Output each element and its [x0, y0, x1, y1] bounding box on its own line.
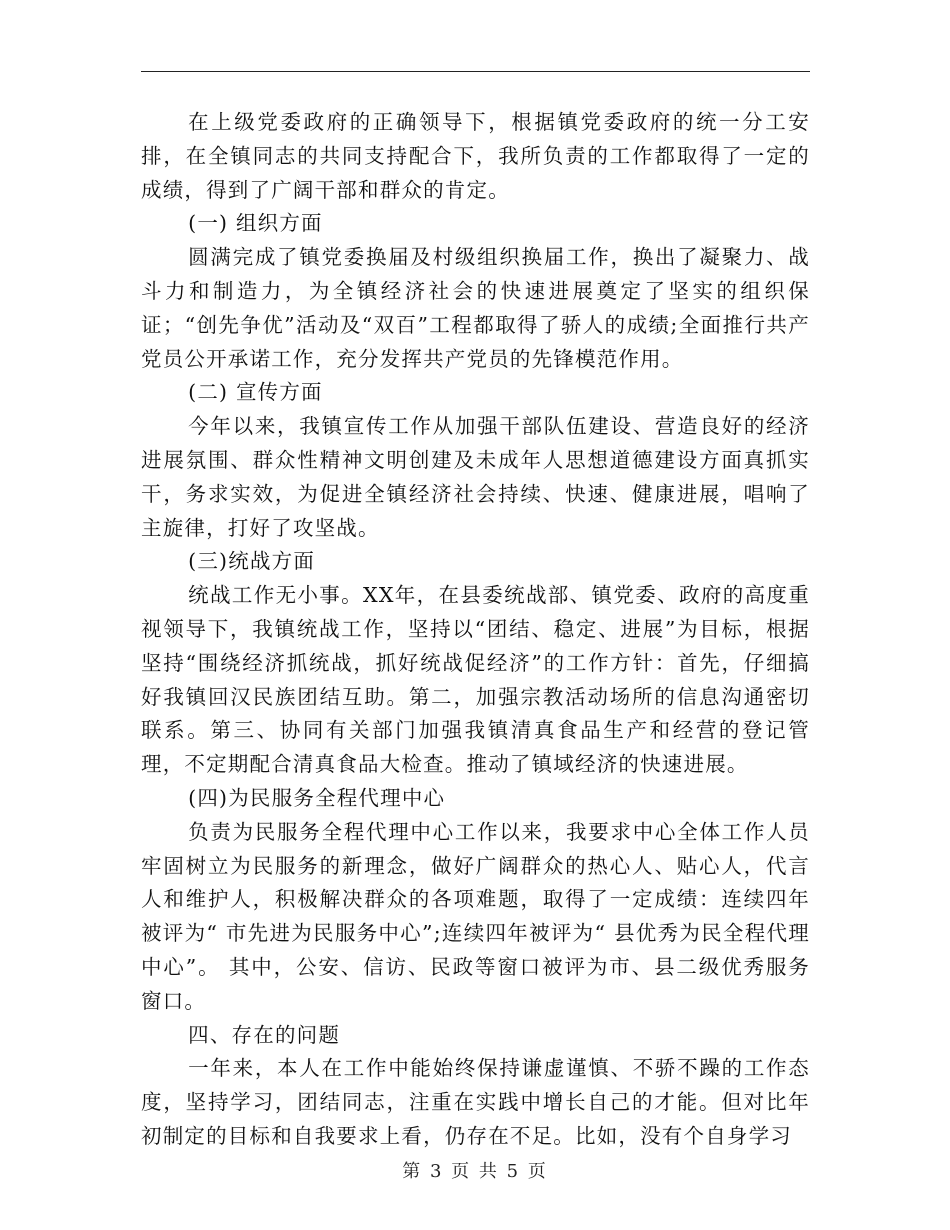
- section-heading-publicity: (二) 宣传方面: [188, 380, 323, 405]
- paragraph-organization: 圆满完成了镇党委换届及村级组织换届工作，换出了凝聚力、战斗力和制造力，为全镇经济社会的快速进展奠定了坚实的组织保证；“创先争优”活动及“双百”工程都取得了骄人的成绩;全面推行共产党员公开承诺工作，充分发挥共产党员的先锋模范作用。: [141, 245, 810, 371]
- document-body: [141, 106, 810, 1154]
- header-rule: [141, 71, 810, 72]
- page-footer: 第 3 页 共 5 页: [402, 1161, 548, 1182]
- paragraph-publicity: 今年以来，我镇宣传工作从加强干部队伍建设、营造良好的经济进展氛围、群众性精神文明创建及未成年人思想道德建设方面真抓实干，务求实效，为促进全镇经济社会持续、快速、健康进展，唱响了主旋律，打好了攻坚战。: [141, 414, 810, 540]
- section-heading-organization: (一) 组织方面: [188, 211, 323, 236]
- paragraph-united-front: 统战工作无小事。XX年，在县委统战部、镇党委、政府的高度重视领导下，我镇统战工作，坚持以“团结、稳定、进展”为目标，根据坚持“围绕经济抓统战，抓好统战促经济”的工作方针：首先，仔细搞好我镇回汉民族团结互助。第二，加强宗教活动场所的信息沟通密切联系。第三、协同有关部门加强我镇清真食品生产和经营的登记管理，不定期配合清真食品大检查。推动了镇域经济的快速进展。: [141, 583, 810, 777]
- section-heading-united-front: (三)统战方面: [188, 549, 316, 574]
- paragraph-problems: 一年来，本人在工作中能始终保持谦虚谨慎、不骄不躁的工作态度，坚持学习，团结同志，注重在实践中增长自己的才能。但对比年初制定的目标和自我要求上看，仍存在不足。比如，没有个自身学习: [141, 1056, 810, 1148]
- section-heading-problems: 四、存在的问题: [188, 1022, 341, 1047]
- section-heading-service-center: (四)为民服务全程代理中心: [188, 785, 446, 810]
- paragraph-service-center: 负责为民服务全程代理中心工作以来，我要求中心全体工作人员牢固树立为民服务的新理念，做好广阔群众的热心人、贴心人，代言人和维护人，积极解决群众的各项难题，取得了一定成绩：连续四年被评为“ 市先进为民服务中心”;连续四年被评为“ 县优秀为民全程代理中心”。 其中，公安、信访、民政等窗口被评为市、县二级优秀服务窗口。: [141, 819, 810, 1013]
- paragraph-intro: 在上级党委政府的正确领导下，根据镇党委政府的统一分工安排，在全镇同志的共同支持配合下，我所负责的工作都取得了一定的成绩，得到了广阔干部和群众的肯定。: [141, 110, 810, 202]
